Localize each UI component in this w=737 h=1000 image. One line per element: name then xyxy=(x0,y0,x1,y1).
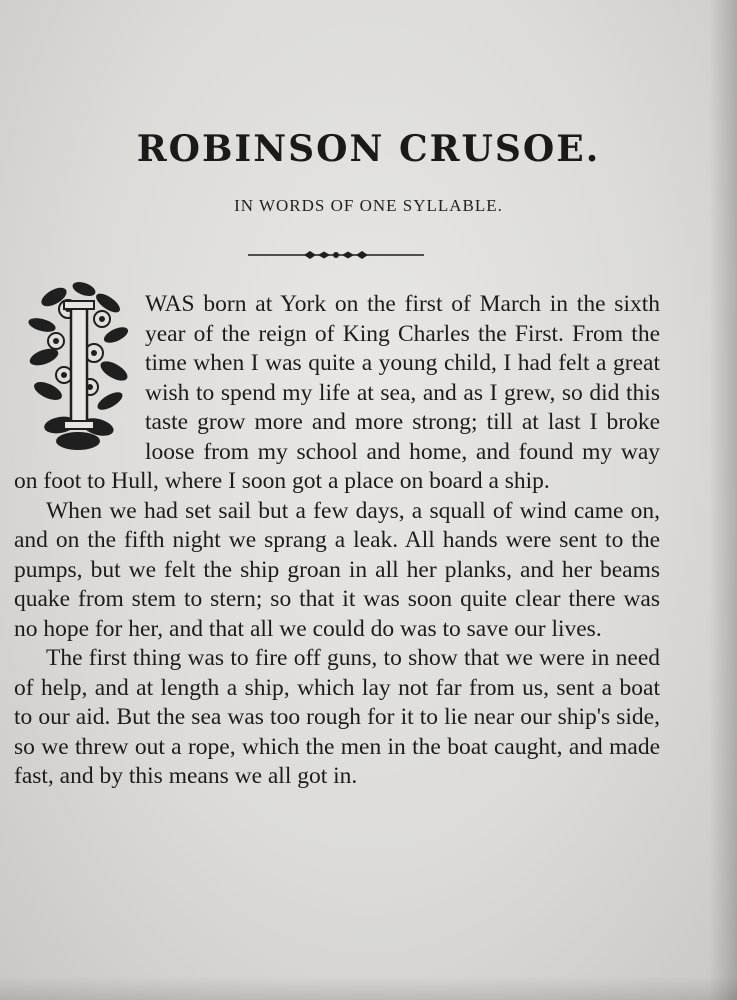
paragraph-3: The first thing was to fire off guns, to show that we were in need of help, and at length a ship, which lay not far from us, sent a boat to our aid. But the sea was too rough for it to lie near our ship's side, so we threw out a rope, which the men in the boat caught, and made fast, and by this means we all got in. xyxy=(14,645,660,789)
page-bottom-shadow xyxy=(0,976,737,1000)
paragraph-2: When we had set sail but a few days, a squall of wind came on, and on the fifth night we sprang a leak. All hands were sent to the pumps, but we felt the ship groan in all her planks, and her beams quake from stem to stern; so that it was soon quite clear there was no hope for her, and that all we could do was to save our lives. xyxy=(14,497,660,642)
page-subtitle: IN WORDS OF ONE SYLLABLE. xyxy=(234,196,503,215)
ornamental-rule xyxy=(248,246,424,264)
page-title: ROBINSON CRUSOE. xyxy=(136,128,601,170)
paragraph-1: WAS born at York on the first of March in the sixth year of the reign of King Charles the First. From the time when I was quite a young child, I had felt a great wish to spend my life at sea, and as I grew, so did this taste grow more and more strong; till at last I broke loose from my school and home, and found my way on foot to Hull, where I soon got a place on board a ship. xyxy=(14,291,660,494)
drop-cap-space xyxy=(14,290,145,464)
chapter-text xyxy=(14,290,660,792)
